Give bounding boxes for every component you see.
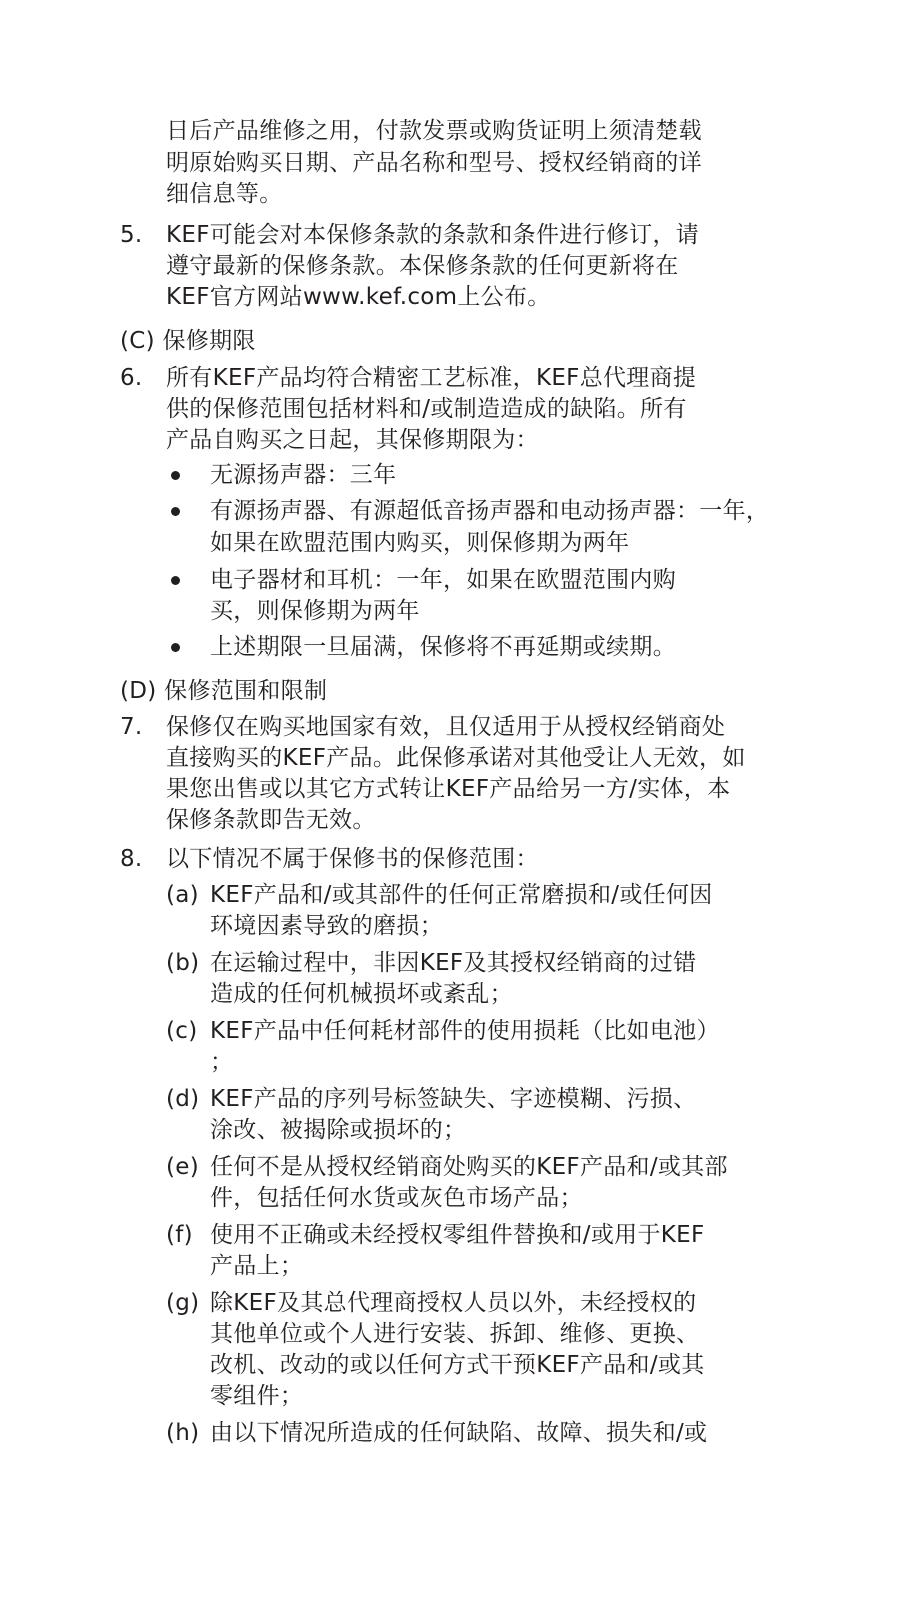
item6-line: 供的保修范围包括材料和/或制造造成的缺陷。所有 xyxy=(166,396,687,422)
sub-item-label: (g) xyxy=(166,1290,200,1316)
sub-item-text: 零组件； xyxy=(210,1383,304,1409)
sub-item-label: (a) xyxy=(166,882,199,908)
item-number: 5. xyxy=(120,222,143,248)
sub-item-label: (f) xyxy=(166,1222,193,1248)
bullet-text: 无源扬声器：三年 xyxy=(210,462,397,488)
bullet-text: 电子器材和耳机：一年，如果在欧盟范围内购 xyxy=(210,567,676,593)
section-heading-d: (D) 保修范围和限制 xyxy=(120,678,328,704)
bullet-dot xyxy=(171,643,180,652)
sub-item-text: 造成的任何机械损坏或紊乱； xyxy=(210,981,513,1007)
item7-line: 保修条款即告无效。 xyxy=(166,807,376,833)
item6-line: 所有KEF产品均符合精密工艺标准，KEF总代理商提 xyxy=(166,365,697,391)
sub-item-text: 使用不正确或未经授权零组件替换和/或用于KEF xyxy=(210,1222,705,1248)
sub-item-text: 环境因素导致的磨损； xyxy=(210,913,443,939)
item7-line: 直接购买的KEF产品。此保修承诺对其他受让人无效，如 xyxy=(166,745,746,771)
sub-item-text: 在运输过程中，非因KEF及其授权经销商的过错 xyxy=(210,950,697,976)
item-number: 6. xyxy=(120,365,143,391)
sub-item-text: 件，包括任何水货或灰色市场产品； xyxy=(210,1185,583,1211)
bullet-dot xyxy=(171,576,180,585)
sub-item-text: 涂改、被揭除或损坏的； xyxy=(210,1117,467,1143)
sub-item-text: KEF产品和/或其部件的任何正常磨损和/或任何因 xyxy=(210,882,713,908)
intro-line: 日后产品维修之用，付款发票或购货证明上须清楚载 xyxy=(166,118,702,144)
bullet-text: 上述期限一旦届满，保修将不再延期或续期。 xyxy=(210,634,676,660)
sub-item-text: KEF产品中任何耗材部件的使用损耗（比如电池） xyxy=(210,1018,720,1044)
sub-item-text: 由以下情况所造成的任何缺陷、故障、损失和/或 xyxy=(210,1420,708,1446)
sub-item-text: 改机、改动的或以任何方式干预KEF产品和/或其 xyxy=(210,1352,705,1378)
section-heading-c: (C) 保修期限 xyxy=(120,328,256,354)
item7-line: 果您出售或以其它方式转让KEF产品给另一方/实体，本 xyxy=(166,776,731,802)
bullet-dot xyxy=(171,471,180,480)
sub-item-text: 任何不是从授权经销商处购买的KEF产品和/或其部 xyxy=(210,1154,728,1180)
item7-line: 保修仅在购买地国家有效，且仅适用于从授权经销商处 xyxy=(166,714,726,740)
sub-item-text: KEF产品的序列号标签缺失、字迹模糊、污损、 xyxy=(210,1086,697,1112)
sub-item-text: 其他单位或个人进行安装、拆卸、维修、更换、 xyxy=(210,1321,700,1347)
sub-item-text: 产品上； xyxy=(210,1253,304,1279)
bullet-text: 有源扬声器、有源超低音扬声器和电动扬声器：一年， xyxy=(210,498,770,524)
item-number: 8. xyxy=(120,846,143,872)
bullet-text: 买，则保修期为两年 xyxy=(210,598,420,624)
sub-item-text: ； xyxy=(210,1049,234,1075)
item5-line: KEF官方网站www.kef.com上公布。 xyxy=(166,284,551,310)
sub-item-label: (e) xyxy=(166,1154,199,1180)
sub-item-text: 除KEF及其总代理商授权人员以外，未经授权的 xyxy=(210,1290,697,1316)
sub-item-label: (c) xyxy=(166,1018,198,1044)
sub-item-label: (h) xyxy=(166,1420,200,1446)
item5-line: 遵守最新的保修条款。本保修条款的任何更新将在 xyxy=(166,253,679,279)
item5-line: KEF可能会对本保修条款的条款和条件进行修订，请 xyxy=(166,222,700,248)
bullet-text: 如果在欧盟范围内购买，则保修期为两年 xyxy=(210,530,630,556)
intro-line: 细信息等。 xyxy=(166,181,283,207)
sub-item-label: (d) xyxy=(166,1086,200,1112)
intro-line: 明原始购买日期、产品名称和型号、授权经销商的详 xyxy=(166,150,702,176)
item-number: 7. xyxy=(120,714,143,740)
bullet-dot xyxy=(171,507,180,516)
item8-line: 以下情况不属于保修书的保修范围： xyxy=(166,846,539,872)
item6-line: 产品自购买之日起，其保修期限为： xyxy=(166,427,539,453)
sub-item-label: (b) xyxy=(166,950,200,976)
